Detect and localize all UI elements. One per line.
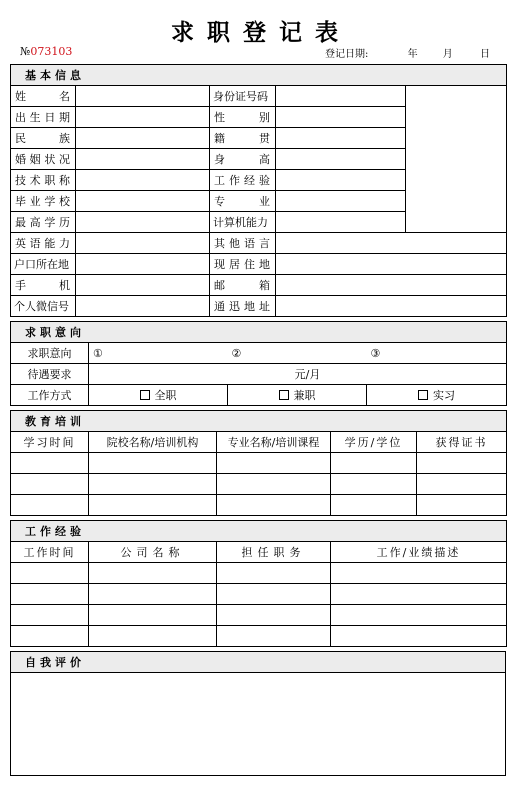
work-cell[interactable] (331, 626, 507, 647)
field-hometown[interactable] (276, 128, 406, 149)
label-household-registration: 户口所在地 (11, 254, 76, 275)
section-self-evaluation: 自我评价 (11, 652, 506, 673)
edu-cell[interactable] (11, 495, 89, 516)
section-work-experience: 工作经验 (11, 521, 507, 542)
work-cell[interactable] (11, 605, 89, 626)
label-graduate-school: 毕业学校 (11, 191, 76, 212)
option-internship[interactable] (367, 385, 507, 406)
label-other-languages: 其他语言 (210, 233, 276, 254)
col-job-description: 工作/业绩描述 (331, 542, 507, 563)
work-cell[interactable] (11, 584, 89, 605)
self-evaluation-table (10, 651, 506, 776)
reg-year-label: 年 (407, 49, 418, 60)
label-marital-status: 婚姻状况 (11, 149, 76, 170)
label-height: 身高 (210, 149, 276, 170)
basic-info-table (10, 64, 507, 317)
label-computer-skills: 计算机能力 (210, 212, 276, 233)
option-part-time[interactable] (228, 385, 367, 406)
label-work-experience: 工作经验 (210, 170, 276, 191)
label-mailing-address: 通迅地址 (210, 296, 276, 317)
field-mobile[interactable] (76, 275, 210, 296)
field-gender[interactable] (276, 107, 406, 128)
label-work-method: 工作方式 (11, 385, 89, 406)
serial-prefix: № (20, 45, 31, 58)
field-email[interactable] (276, 275, 507, 296)
label-id-number: 身份证号码 (210, 86, 276, 107)
col-study-period: 学习时间 (11, 432, 89, 453)
field-work-experience[interactable] (276, 170, 406, 191)
job-intent-option-1[interactable] (89, 343, 228, 364)
work-cell[interactable] (89, 563, 217, 584)
work-cell[interactable] (11, 563, 89, 584)
label-education-level: 最高学历 (11, 212, 76, 233)
field-marital-status[interactable] (76, 149, 210, 170)
label-hometown: 籍贯 (210, 128, 276, 149)
education-row (11, 495, 507, 516)
field-household-registration[interactable] (76, 254, 210, 275)
work-cell[interactable] (331, 605, 507, 626)
edu-cell[interactable] (331, 474, 417, 495)
edu-cell[interactable] (89, 495, 217, 516)
field-technical-title[interactable] (76, 170, 210, 191)
serial-value: 073103 (30, 45, 73, 58)
field-mailing-address[interactable] (276, 296, 507, 317)
education-table (10, 410, 507, 516)
label-english-level: 英语能力 (11, 233, 76, 254)
form-title: 求职登记表 (171, 19, 351, 46)
job-intent-option-3[interactable] (367, 343, 507, 364)
internship-label: 实习 (433, 389, 455, 402)
full-time-label: 全职 (154, 389, 177, 402)
work-cell[interactable] (217, 563, 331, 584)
option-full-time[interactable] (89, 385, 228, 406)
reg-date-label: 登记日期: (325, 49, 369, 60)
work-cell[interactable] (11, 626, 89, 647)
work-cell[interactable] (89, 584, 217, 605)
label-major: 专业 (210, 191, 276, 212)
label-salary-expectation: 待遇要求 (11, 364, 89, 385)
edu-cell[interactable] (217, 474, 331, 495)
col-company-name: 公司名称 (89, 542, 217, 563)
registration-form (10, 64, 506, 776)
reg-day-label: 日 (479, 49, 490, 60)
col-position: 担任职务 (217, 542, 331, 563)
education-row (11, 474, 507, 495)
education-row (11, 453, 507, 474)
field-self-evaluation[interactable] (11, 673, 506, 776)
edu-cell[interactable] (11, 474, 89, 495)
edu-cell[interactable] (331, 453, 417, 474)
edu-cell[interactable] (417, 453, 507, 474)
registration-date (325, 45, 490, 60)
col-degree: 学历/学位 (331, 432, 417, 453)
option-2-marker: ② (231, 346, 242, 360)
job-intent-table (10, 321, 507, 406)
edu-cell[interactable] (11, 453, 89, 474)
reg-month-label: 月 (442, 49, 453, 60)
edu-cell[interactable] (89, 453, 217, 474)
col-certificate: 获得证书 (417, 432, 507, 453)
col-institution: 院校名称/培训机构 (89, 432, 217, 453)
label-mobile: 手机 (11, 275, 76, 296)
option-3-marker: ③ (370, 346, 381, 360)
work-cell[interactable] (217, 584, 331, 605)
field-major[interactable] (276, 191, 406, 212)
label-ethnicity: 民族 (11, 128, 76, 149)
field-wechat[interactable] (76, 296, 210, 317)
label-birth-date: 出生日期 (11, 107, 76, 128)
label-name: 姓名 (11, 86, 76, 107)
work-row (11, 563, 507, 584)
field-birth-date[interactable] (76, 107, 210, 128)
section-basic-info: 基本信息 (11, 65, 507, 86)
work-row (11, 584, 507, 605)
work-cell[interactable] (89, 626, 217, 647)
option-1-marker: ① (93, 346, 103, 360)
serial-number (20, 45, 72, 58)
field-salary-expectation[interactable] (89, 364, 507, 385)
photo-box[interactable] (406, 86, 507, 233)
field-english-level[interactable] (76, 233, 210, 254)
field-other-languages[interactable] (276, 233, 507, 254)
field-ethnicity[interactable] (76, 128, 210, 149)
edu-cell[interactable] (417, 495, 507, 516)
salary-unit: 元/月 (294, 368, 321, 381)
label-technical-title: 技术职称 (11, 170, 76, 191)
full-time-checkbox[interactable] (140, 390, 150, 400)
work-cell[interactable] (331, 584, 507, 605)
work-cell[interactable] (89, 605, 217, 626)
part-time-checkbox[interactable] (279, 390, 289, 400)
label-current-residence: 现居住地 (210, 254, 276, 275)
section-education: 教育培训 (11, 411, 507, 432)
edu-cell[interactable] (331, 495, 417, 516)
field-height[interactable] (276, 149, 406, 170)
internship-checkbox[interactable] (418, 390, 428, 400)
edu-cell[interactable] (217, 453, 331, 474)
field-graduate-school[interactable] (76, 191, 210, 212)
col-work-period: 工作时间 (11, 542, 89, 563)
edu-cell[interactable] (417, 474, 507, 495)
label-email: 邮箱 (210, 275, 276, 296)
work-row (11, 605, 507, 626)
label-gender: 性别 (210, 107, 276, 128)
work-cell[interactable] (217, 605, 331, 626)
label-wechat: 个人微信号 (11, 296, 76, 317)
field-computer-skills[interactable] (276, 212, 406, 233)
edu-cell[interactable] (217, 495, 331, 516)
field-name[interactable] (76, 86, 210, 107)
edu-cell[interactable] (89, 474, 217, 495)
work-row (11, 626, 507, 647)
field-current-residence[interactable] (276, 254, 507, 275)
section-job-intent: 求职意向 (11, 322, 507, 343)
work-cell[interactable] (331, 563, 507, 584)
field-education-level[interactable] (76, 212, 210, 233)
job-intent-option-2[interactable] (228, 343, 367, 364)
field-id-number[interactable] (276, 86, 406, 107)
label-job-intent: 求职意向 (11, 343, 89, 364)
work-cell[interactable] (217, 626, 331, 647)
work-experience-table (10, 520, 507, 647)
part-time-label: 兼职 (293, 389, 316, 402)
col-major-course: 专业名称/培训课程 (217, 432, 331, 453)
